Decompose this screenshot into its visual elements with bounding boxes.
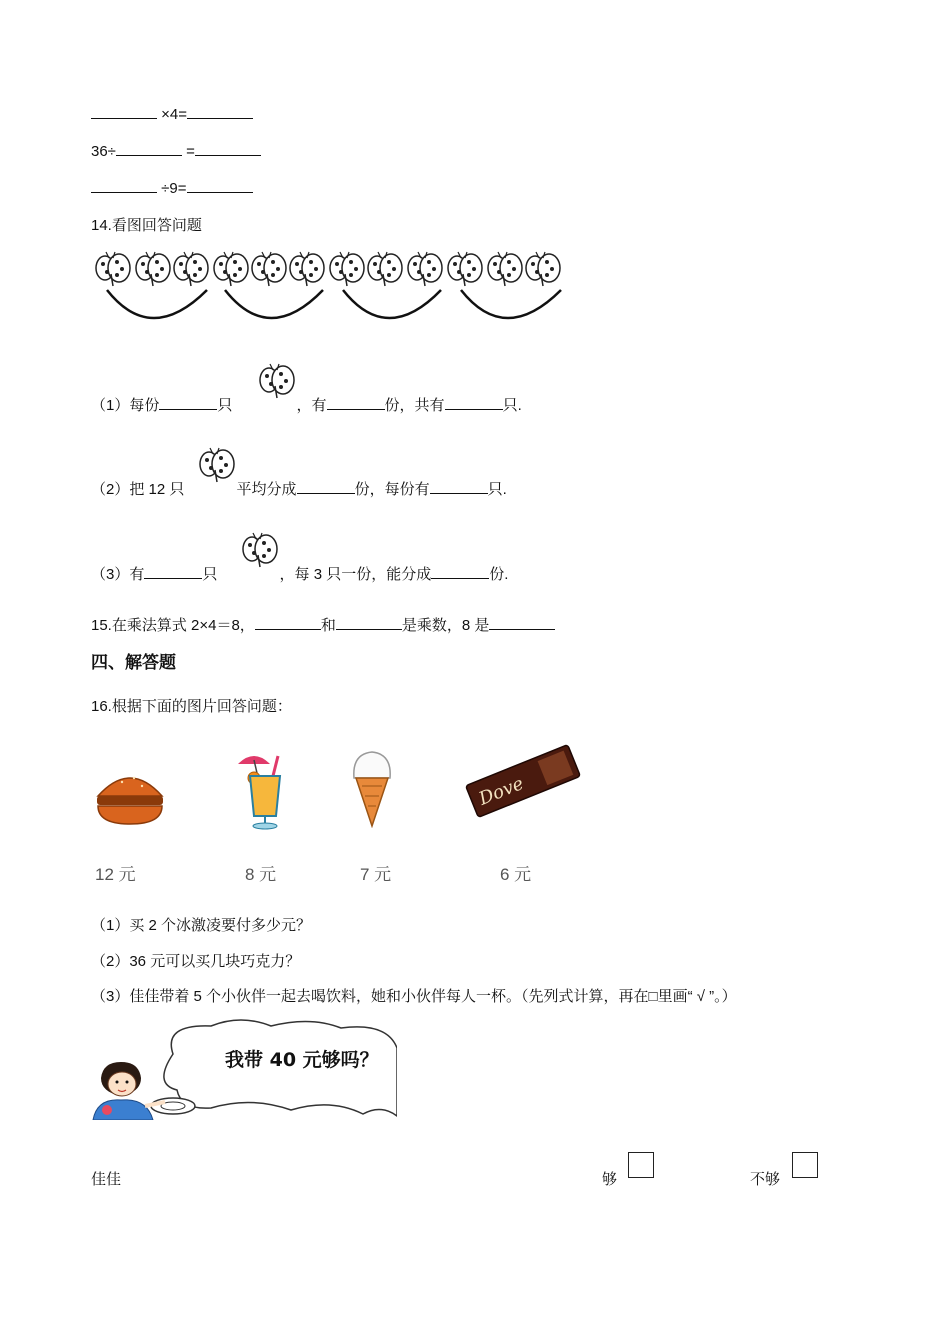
equation-2	[91, 141, 261, 160]
text: （2）把 12 只	[91, 480, 185, 498]
not-enough-checkbox[interactable]	[792, 1152, 818, 1178]
question-14-title: 14.看图回答问题	[91, 217, 202, 234]
answer-blank[interactable]	[144, 564, 202, 579]
question-14-part-3	[91, 529, 509, 583]
answer-blank[interactable]	[91, 104, 157, 119]
bubble-text: 我带 40 元够吗？	[225, 1049, 379, 1071]
question-14-part-1	[91, 360, 522, 414]
juice-icon	[234, 746, 296, 832]
answer-blank[interactable]	[489, 615, 555, 630]
group-bracket	[343, 290, 441, 318]
price-label: 8 元	[245, 865, 277, 884]
text: 份，每份有	[354, 480, 430, 498]
section-heading: 四、解答题	[91, 653, 176, 672]
group-bracket	[225, 290, 323, 318]
not-enough-label: 不够	[750, 1171, 781, 1188]
text: 只.	[502, 396, 522, 414]
text: 份.	[489, 565, 509, 583]
hamburger-icon	[92, 766, 168, 828]
chocolate-brand-label: Dove	[476, 772, 527, 810]
text: 只	[202, 565, 218, 583]
text: 只.	[487, 480, 507, 498]
butterfly-icon	[195, 444, 237, 488]
question-16-part-2: （2）36 元可以买几块巧克力？	[91, 953, 301, 970]
answer-blank[interactable]	[116, 141, 182, 156]
answer-blank[interactable]	[255, 615, 321, 630]
answer-blank[interactable]	[195, 141, 261, 156]
question-16-part-1: （1）买 2 个冰激凌要付多少元？	[91, 917, 312, 934]
enough-checkbox[interactable]	[628, 1152, 654, 1178]
equation-3	[91, 178, 253, 197]
equation-1	[91, 104, 253, 123]
group-bracket	[107, 290, 207, 318]
price-label: 6 元	[500, 865, 532, 884]
question-16-title: 16.根据下面的图片回答问题：	[91, 698, 292, 715]
price-label: 7 元	[360, 865, 392, 884]
equation-operator: ×4=	[157, 106, 188, 123]
text: （1）每份	[91, 396, 160, 414]
chocolate-bar-icon	[464, 738, 582, 824]
thought-bubble-figure	[91, 1018, 397, 1120]
ice-cream-icon	[348, 748, 396, 828]
text: 平均分成	[236, 480, 297, 498]
question-16-part-3: （3）佳佳带着 5 个小伙伴一起去喝饮料，她和小伙伴每人一杯。（先列式计算，再在□里画“ √ ”。）	[91, 988, 737, 1005]
butterfly-icon	[238, 529, 280, 573]
question-14-part-2	[91, 444, 507, 498]
butterfly-icon	[255, 360, 297, 404]
equation-operator: =	[181, 143, 195, 160]
answer-blank[interactable]	[430, 479, 488, 494]
answer-blank[interactable]	[336, 615, 402, 630]
text: （3）有	[91, 565, 145, 583]
answer-blank[interactable]	[327, 395, 385, 410]
answer-blank[interactable]	[159, 395, 217, 410]
equation-prefix: 36÷	[91, 143, 116, 160]
girl-icon	[93, 1062, 165, 1120]
price-label: 12 元	[95, 865, 136, 884]
question-15	[91, 614, 555, 635]
text: 份，共有	[384, 396, 445, 414]
answer-blank[interactable]	[187, 104, 253, 119]
group-bracket	[461, 290, 561, 318]
text: 15.在乘法算式 2×4＝8，	[91, 617, 255, 634]
text: ，有	[296, 396, 327, 414]
text: 和	[320, 617, 336, 634]
butterflies-grouped-figure	[91, 246, 566, 326]
text: 是乘数，8 是	[401, 617, 490, 634]
text: ，每 3 只一份，能分成	[279, 565, 432, 583]
equation-operator: ÷9=	[157, 180, 187, 197]
answer-blank[interactable]	[431, 564, 489, 579]
answer-blank[interactable]	[91, 178, 157, 193]
answer-blank[interactable]	[187, 178, 253, 193]
enough-label: 够	[602, 1171, 618, 1188]
answer-blank[interactable]	[297, 479, 355, 494]
answer-blank[interactable]	[445, 395, 503, 410]
answer-name-label: 佳佳	[91, 1171, 122, 1188]
text: 只	[217, 396, 233, 414]
